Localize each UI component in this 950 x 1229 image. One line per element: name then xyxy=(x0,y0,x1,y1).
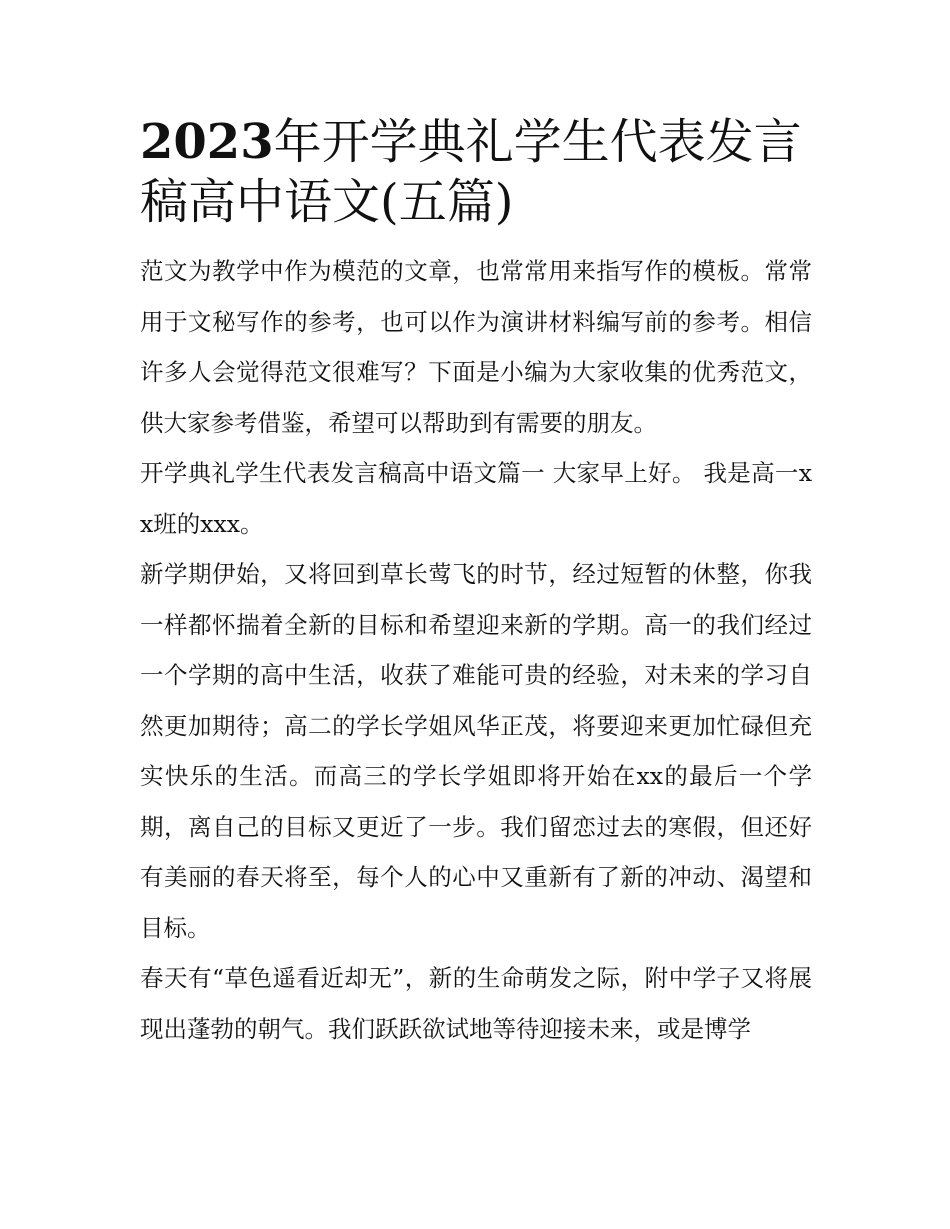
document-title xyxy=(140,112,812,232)
new-semester-paragraph: 新学期伊始，又将回到草长莺飞的时节，经过短暂的休整，你我一样都怀揣着全新的目标和希望迎来新的学期。高一的我们经过一个学期的高中生活，收获了难能可贵的经验，对未来的学习自然更加期待；高二的学长学姐风华正茂，将要迎来更加忙碌但充实快乐的生活。而高三的学长学姐即将开始在xx的最后一个学期，离自己的目标又更近了一步。我们留恋过去的寒假，但还好有美丽的春天将至，每个人的心中又重新有了新的冲动、渴望和目标。 xyxy=(140,560,812,942)
intro-paragraph: 范文为教学中作为模范的文章，也常常用来指写作的模板。常常用于文秘写作的参考，也可以作为演讲材料编写前的参考。相信许多人会觉得范文很难写？下面是小编为大家收集的优秀范文，供大家参考借鉴，希望可以帮助到有需要的朋友。 xyxy=(140,257,812,437)
speech-opening-paragraph: 开学典礼学生代表发言稿高中语文篇一 大家早上好。 我是高一xx班的xxx。 xyxy=(140,459,812,538)
spring-paragraph: 春天有“草色遥看近却无”，新的生命萌发之际，附中学子又将展现出蓬勃的朝气。我们跃跃欲试地等待迎接未来，或是博学 xyxy=(140,964,812,1043)
document-page xyxy=(140,112,812,1054)
document-body xyxy=(140,246,812,1054)
document-title-year: 2023 xyxy=(140,114,274,170)
document-title-text: 年开学典礼学生代表发言稿高中语文(五篇) xyxy=(140,114,802,230)
